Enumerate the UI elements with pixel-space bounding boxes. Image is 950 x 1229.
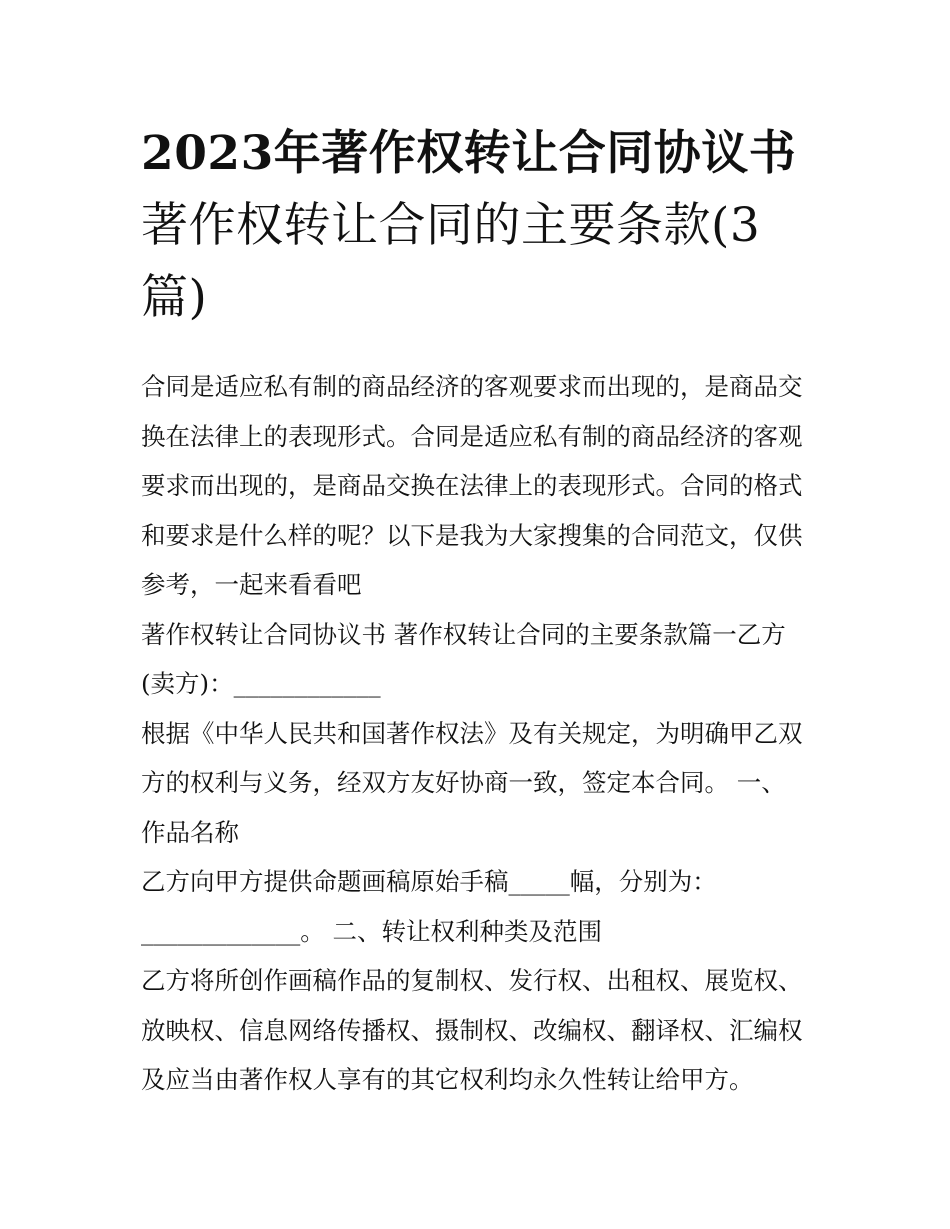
rights-transfer-paragraph: [141, 956, 813, 1105]
text-line: 合同是适应私有制的商品经济的客观要求而出现的，是商品交: [141, 372, 803, 401]
text-line: _____________。 二、转让权利种类及范围: [141, 916, 603, 946]
title-line-3: 篇): [141, 270, 208, 325]
text-line: 乙方将所创作画稿作品的复制权、发行权、出租权、展览权、: [141, 966, 803, 995]
artwork-paragraph: [141, 857, 813, 956]
contract-heading-paragraph: [141, 610, 813, 709]
text-line: 作品名称: [141, 817, 239, 847]
legal-basis-paragraph: [141, 709, 813, 858]
text-line: 根据《中华人民共和国著作权法》及有关规定，为明确甲乙双: [141, 718, 803, 748]
title-line-2: 著作权转让合同的主要条款(3: [141, 198, 761, 253]
text-line: 和要求是什么样的呢？以下是我为大家搜集的合同范文，仅供: [141, 520, 803, 550]
text-line: 放映权、信息网络传播权、摄制权、改编权、翻译权、汇编权: [141, 1015, 803, 1045]
text-line: 及应当由著作权人享有的其它权利均永久性转让给甲方。: [141, 1065, 754, 1094]
document-page: [141, 118, 813, 1105]
text-line: 要求而出现的，是商品交换在法律上的表现形式。合同的格式: [141, 471, 803, 500]
document-title: [141, 118, 813, 334]
title-line-1: 2023年著作权转让合同协议书: [141, 126, 797, 181]
text-line: (卖方)：____________: [141, 669, 381, 698]
text-line: 乙方向甲方提供命题画稿原始手稿_____幅，分别为：: [141, 867, 717, 896]
text-line: 换在法律上的表现形式。合同是适应私有制的商品经济的客观: [141, 421, 803, 451]
document-body: [141, 362, 813, 1105]
text-line: 著作权转让合同协议书 著作权转让合同的主要条款篇一乙方: [141, 619, 786, 649]
text-line: 方的权利与义务，经双方友好协商一致，签定本合同。 一、: [141, 768, 786, 797]
text-line: 参考，一起来看看吧: [141, 570, 362, 599]
intro-paragraph: [141, 362, 813, 610]
